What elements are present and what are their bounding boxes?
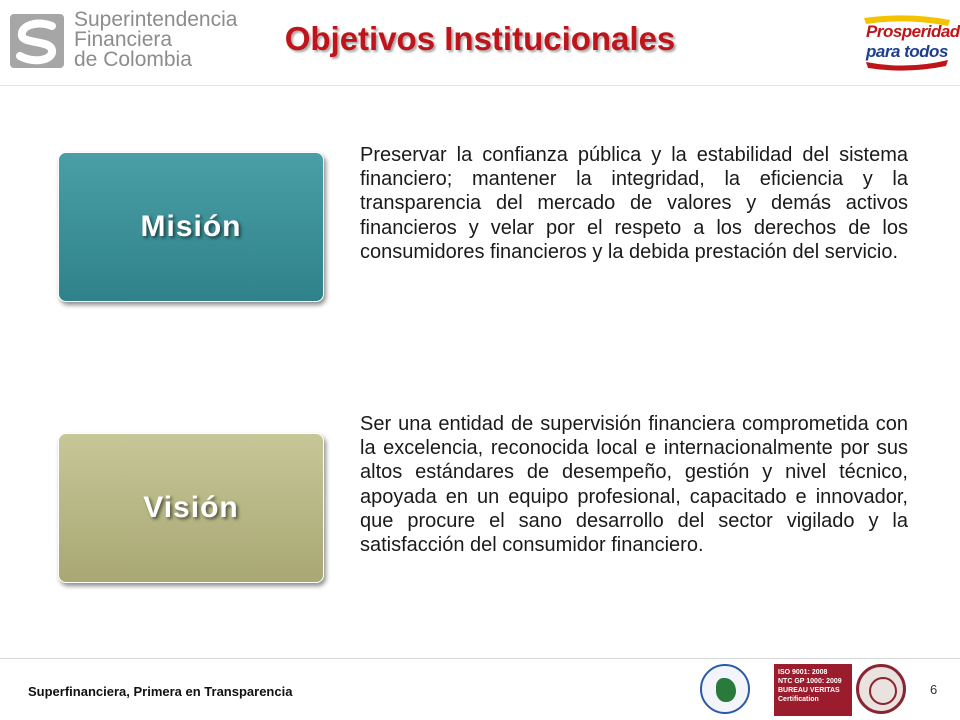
cert-line-4: Certification: [778, 696, 819, 703]
org-name-line-2: Financiera: [74, 28, 173, 51]
cert-line-1: ISO 9001: 2008: [778, 669, 828, 676]
vision-label: Visión: [143, 491, 239, 524]
page-number: 6: [930, 682, 938, 697]
cert-line-3: BUREAU VERITAS: [778, 687, 840, 694]
mision-text: Preservar la confianza pública y la estabilidad del sistema financiero; mantener la integridad, la eficiencia y la transparencia del mercado de valores y demás activos financieros y velar por el respeto a los derechos de los consumidores financieros y la debida prestación del servicio.: [360, 144, 908, 263]
org-name-line-1: Superintendencia: [74, 8, 238, 31]
vision-box: [58, 433, 324, 583]
prosperidad-logo: [862, 14, 960, 72]
certification-badge: [774, 664, 852, 716]
footer-divider: [0, 658, 960, 659]
vision-text: Ser una entidad de supervisión financiera comprometida con la excelencia, reconocida local e internacionalmente por sus altos estándares de desempeño, gestión y nivel técnico, apoyada en un equipo profesional, capacitado e innovador, que procure el sano desarrollo del sector vigilado y la satisfacción del consumidor financiero.: [360, 413, 908, 557]
cert-line-2: NTC GP 1000: 2009: [778, 678, 842, 685]
mision-box: [58, 152, 324, 302]
org-name-line-3: de Colombia: [74, 48, 192, 71]
header-divider: [0, 85, 960, 86]
page-title: Objetivos Institucionales: [284, 20, 676, 57]
footer-tagline: Superfinanciera, Primera en Transparencia: [28, 684, 293, 699]
seal-inner-ring: [869, 677, 897, 705]
mision-label: Misión: [140, 210, 242, 243]
campaign-line-2: para todos: [866, 42, 948, 61]
campaign-line-1: Prosperidad: [866, 22, 960, 41]
bureau-veritas-seal-icon: [856, 664, 906, 714]
colombia-map-icon: [716, 678, 736, 702]
government-seal-icon: [700, 664, 750, 714]
